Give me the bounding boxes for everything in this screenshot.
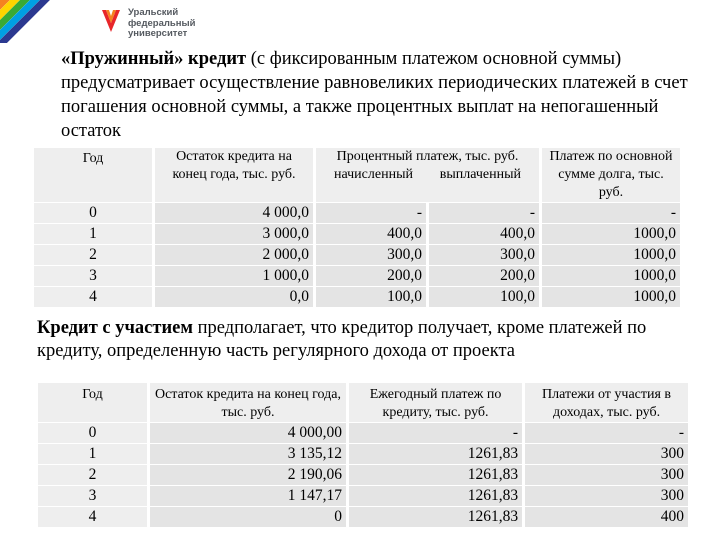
cell-payment: 1261,83	[347, 465, 523, 486]
cell-year: 3	[34, 266, 154, 287]
cell-participation: 400	[524, 507, 688, 528]
table-row	[34, 287, 680, 308]
cell-balance: 4 000,00	[148, 423, 347, 444]
header-year: Год	[38, 383, 148, 423]
cell-balance: 2 000,0	[154, 245, 315, 266]
cell-balance: 3 000,0	[154, 224, 315, 245]
table-row	[38, 507, 688, 528]
participation-paragraph	[37, 317, 713, 363]
cell-payment: 1261,83	[347, 444, 523, 465]
header-balance: Остаток кредита на конец года, тыс. руб.	[148, 383, 347, 423]
header-participation: Платежи от участия в доходах, тыс. руб.	[524, 383, 688, 423]
table-row	[34, 224, 680, 245]
header-interest-sub	[320, 166, 535, 184]
participation-credit-table	[38, 383, 688, 527]
cell-year: 2	[38, 465, 148, 486]
cell-participation: 300	[524, 465, 688, 486]
cell-balance: 0	[148, 507, 347, 528]
header-interest: Процентный платеж, тыс. руб.	[336, 149, 519, 164]
cell-year: 3	[38, 486, 148, 507]
cell-paid: 400,0	[428, 224, 541, 245]
cell-year: 2	[34, 245, 154, 266]
cell-year: 4	[34, 287, 154, 308]
table-row	[34, 245, 680, 266]
cell-principal: 1000,0	[541, 224, 681, 245]
header-year: Год	[34, 148, 154, 203]
cell-accrued: 200,0	[315, 266, 428, 287]
logo-line-1: Уральский	[128, 7, 179, 18]
university-logo	[100, 8, 195, 40]
logo-stripes	[0, 0, 100, 43]
header-interest-group	[315, 148, 541, 203]
cell-year: 1	[38, 444, 148, 465]
cell-balance: 1 000,0	[154, 266, 315, 287]
table-row	[34, 266, 680, 287]
table-row	[38, 423, 688, 444]
cell-accrued: 100,0	[315, 287, 428, 308]
cell-principal: -	[541, 203, 681, 224]
cell-balance: 1 147,17	[148, 486, 347, 507]
cell-principal: 1000,0	[541, 245, 681, 266]
cell-balance: 0,0	[154, 287, 315, 308]
cell-balance: 2 190,06	[148, 465, 347, 486]
header-paid: выплаченный	[439, 167, 521, 182]
cell-accrued: 400,0	[315, 224, 428, 245]
cell-participation: 300	[524, 486, 688, 507]
table-row	[38, 444, 688, 465]
intro-text: (с фиксированным платежом основной суммы) предусматривает осуществление равновеликих периодических платежей в счет погашения основной суммы, а также процентных выплат на непогашенный остаток	[61, 49, 688, 141]
cell-year: 1	[34, 224, 154, 245]
header-payment: Ежегодный платеж по кредиту, тыс. руб.	[347, 383, 523, 423]
cell-principal: 1000,0	[541, 287, 681, 308]
table-row	[34, 203, 680, 224]
header-accrued: начисленный	[334, 167, 413, 182]
cell-paid: -	[428, 203, 541, 224]
logo-text	[128, 8, 195, 40]
participation-bold-term: Кредит с участием	[37, 318, 193, 338]
cell-payment: 1261,83	[347, 486, 523, 507]
table-header-row	[38, 383, 688, 423]
cell-paid: 200,0	[428, 266, 541, 287]
table-body	[34, 203, 680, 308]
cell-balance: 3 135,12	[148, 444, 347, 465]
cell-payment: -	[347, 423, 523, 444]
cell-accrued: -	[315, 203, 428, 224]
cell-participation: 300	[524, 444, 688, 465]
cell-accrued: 300,0	[315, 245, 428, 266]
header-principal: Платеж по основной сумме долга, тыс. руб.	[541, 148, 681, 203]
cell-participation: -	[524, 423, 688, 444]
table-row	[38, 486, 688, 507]
cell-paid: 300,0	[428, 245, 541, 266]
cell-principal: 1000,0	[541, 266, 681, 287]
participation-text: предполагает, что кредитор получает, кроме платежей по кредиту, определенную часть регулярного дохода от проекта	[37, 318, 647, 361]
ural-university-emblem-icon	[100, 8, 122, 38]
cell-payment: 1261,83	[347, 507, 523, 528]
header-balance: Остаток кредита на конец года, тыс. руб.	[154, 148, 315, 203]
cell-year: 4	[38, 507, 148, 528]
cell-year: 0	[34, 203, 154, 224]
intro-bold-term: «Пружинный» кредит	[61, 49, 247, 69]
intro-paragraph	[61, 47, 711, 143]
logo-line-3: университет	[128, 28, 188, 39]
table-row	[38, 465, 688, 486]
cell-year: 0	[38, 423, 148, 444]
spring-credit-table	[34, 148, 680, 307]
table-body	[38, 423, 688, 528]
cell-balance: 4 000,0	[154, 203, 315, 224]
cell-paid: 100,0	[428, 287, 541, 308]
table-header-row	[34, 148, 680, 203]
logo-line-2: федеральный	[128, 17, 196, 29]
